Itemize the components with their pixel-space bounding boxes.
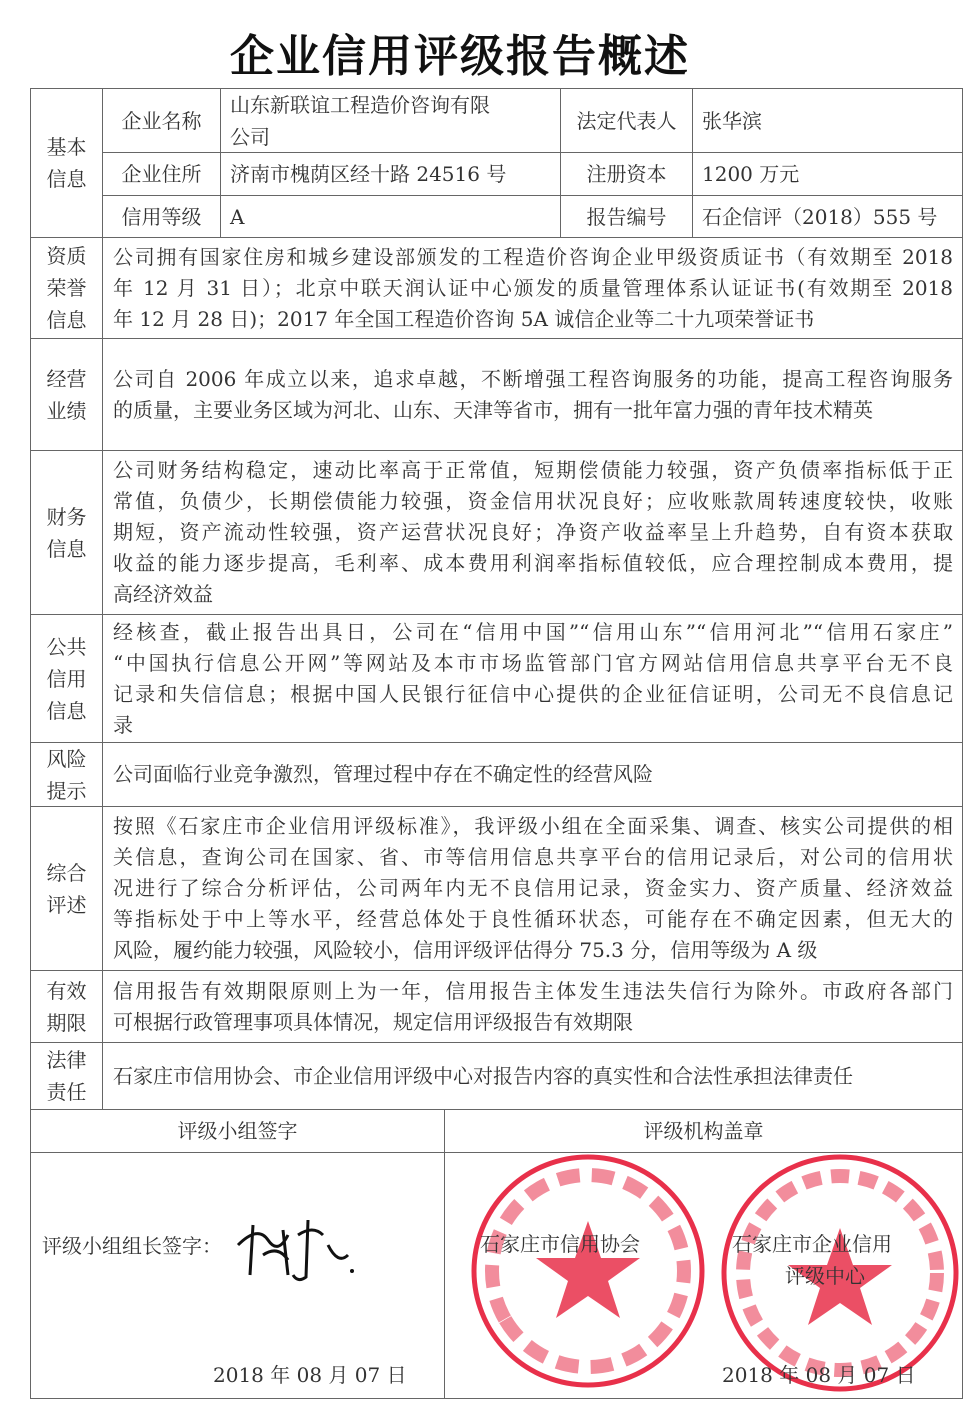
stamp-header: 评级机构盖章	[643, 1119, 764, 1143]
section-text	[113, 811, 953, 966]
capital-value: 1200 万元	[702, 162, 800, 186]
section-label-line: 有效	[46, 978, 87, 1003]
section-label-line: 期限	[46, 1010, 87, 1035]
section-label	[30, 614, 103, 743]
company-name-value	[220, 88, 561, 153]
org2-name-line2: 评级中心	[785, 1263, 865, 1288]
section-label-line: 业绩	[46, 398, 87, 423]
section-label-line: 信息	[46, 308, 87, 332]
company-name-line: 公司	[230, 124, 270, 149]
report-number-value: 石企信评（2018）555 号	[702, 204, 938, 229]
text-line: 高经济效益	[113, 582, 213, 606]
text-line: 石家庄市信用协会、市企业信用评级中心对报告内容的真实性和合法性承担法律责任	[113, 1063, 853, 1088]
section-text	[113, 976, 953, 1038]
stamp-date: 2018 年 08 月 07 日	[722, 1362, 916, 1387]
section-text	[113, 364, 953, 426]
section-label-line: 责任	[46, 1080, 87, 1104]
text-line: 录	[113, 712, 133, 737]
section-label	[30, 338, 103, 451]
text-line: 经核查，截止报告出具日，公司在“信用中国”“信用山东”“信用河北”“信用石家庄”	[113, 619, 953, 644]
text-line: 公司财务结构稳定，速动比率高于正常值，短期偿债能力较强，资产负债率指标低于正	[113, 458, 953, 482]
capital-label: 注册资本	[586, 162, 667, 186]
text-line: 的质量，主要业务区域为河北、山东、天津等省市，拥有一批年富力强的青年技术精英	[113, 397, 873, 422]
section-text	[113, 455, 953, 610]
section-label-line: 提示	[46, 778, 87, 803]
handwritten-signature	[228, 1205, 358, 1285]
text-line: 风险，履约能力较强，风险较小，信用评级评估得分 75.3 分，信用等级为 A 级	[113, 938, 818, 962]
sign-header: 评级小组签字	[177, 1119, 298, 1143]
text-line: 关信息，查询公司在国家、省、市等信用信息共享平台的信用记录后，对公司的信用状	[113, 845, 953, 869]
section-label	[30, 806, 103, 971]
org1-name: 石家庄市信用协会	[480, 1231, 640, 1256]
section-text	[113, 1061, 953, 1092]
section-text	[113, 759, 953, 790]
seal-credit-association	[468, 1146, 708, 1396]
section-label	[30, 742, 103, 807]
text-line: 况进行了综合分析评估，公司两年内无不良信用记录，资金实力、资产质量、经济效益	[113, 876, 953, 900]
leader-sign-label: 评级小组组长签字：	[42, 1233, 222, 1258]
address-value: 济南市槐荫区经十路 24516 号	[230, 162, 507, 186]
credit-grade-label: 信用等级	[121, 204, 202, 229]
section-text	[113, 242, 953, 335]
company-name-line: 山东新联谊工程造价咨询有限	[230, 92, 490, 117]
section-label	[30, 237, 103, 339]
section-label	[30, 1042, 103, 1110]
section-label-line: 信用	[46, 666, 87, 691]
section-label-line: 荣誉	[46, 276, 87, 300]
text-line: 信用报告有效期限原则上为一年，信用报告主体发生违法失信行为除外。市政府各部门	[113, 978, 953, 1003]
section-label-line: 评述	[46, 892, 87, 917]
text-line: 可根据行政管理事项具体情况，规定信用评级报告有效期限	[113, 1009, 633, 1034]
text-line: 公司面临行业竞争激烈，管理过程中存在不确定性的经营风险	[113, 762, 653, 786]
text-line: 等指标处于中上等水平，经营总体处于良性循环状态，可能存在不确定因素，但无大的	[113, 907, 953, 931]
address-label: 企业住所	[121, 162, 202, 186]
basic-info-label-text: 基本 信息	[46, 135, 87, 191]
section-label-line: 风险	[46, 746, 87, 771]
text-line: 年 12 月 28 日)；2017 年全国工程造价咨询 5A 诚信企业等二十九项荣誉证书	[113, 306, 815, 331]
text-line: 年 12 月 31 日）；北京中联天润认证中心颁发的质量管理体系认证证书(有效期至 2018	[113, 275, 953, 300]
section-label-line: 公共	[46, 634, 87, 659]
basic-info-label	[30, 88, 103, 238]
section-label-line: 法律	[46, 1048, 87, 1072]
section-label-line: 财务	[46, 504, 87, 529]
section-label-line: 信息	[46, 698, 87, 723]
sign-date: 2018 年 08 月 07 日	[213, 1362, 407, 1387]
text-line: 按照《石家庄市企业信用评级标准》，我评级小组在全面采集、调查、核实公司提供的相	[113, 814, 953, 838]
text-line: 常值，负债少，长期偿债能力较强，资金信用状况良好；应收账款周转速度较快，收账	[113, 489, 953, 513]
legal-rep-label: 法定代表人	[576, 108, 677, 133]
section-label-line: 信息	[46, 536, 87, 561]
section-text	[113, 617, 953, 741]
legal-rep-value: 张华滨	[702, 108, 762, 133]
text-line: 收益的能力逐步提高，毛利率、成本费用利润率指标值较低，应合理控制成本费用，提	[113, 551, 953, 575]
report-number-label: 报告编号	[586, 204, 667, 229]
section-label	[30, 970, 103, 1043]
text-line: 公司自 2006 年成立以来，追求卓越，不断增强工程咨询服务的功能，提高工程咨询服务	[113, 366, 953, 391]
section-label-line: 综合	[46, 860, 87, 885]
section-label-line: 经营	[46, 366, 87, 391]
org2-name: 石家庄市企业信用	[732, 1231, 892, 1256]
page-title: 企业信用评级报告概述	[230, 31, 690, 82]
company-name-label: 企业名称	[121, 108, 202, 133]
text-line: 期短，资产流动性较强，资产运营状况良好；净资产收益率呈上升趋势，自有资本获取	[113, 520, 953, 544]
text-line: 公司拥有国家住房和城乡建设部颁发的工程造价咨询企业甲级资质证书（有效期至 2018	[113, 244, 953, 269]
section-label-line: 资质	[46, 244, 87, 268]
text-line: “中国执行信息公开网”等网站及本市市场监管部门官方网站信用信息共享平台无不良	[113, 650, 953, 675]
credit-grade-value: A	[230, 204, 245, 229]
text-line: 记录和失信信息；根据中国人民银行征信中心提供的企业征信证明，公司无不良信息记	[113, 681, 953, 706]
section-label	[30, 450, 103, 615]
